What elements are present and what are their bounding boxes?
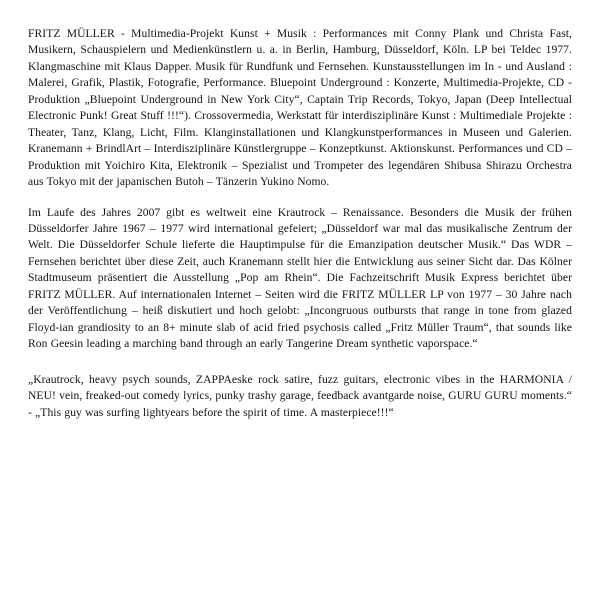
paragraph-biography: FRITZ MÜLLER - Multimedia-Projekt Kunst + Musik : Performances mit Conny Plank und Christa Fast, Musikern, Schauspielern und Medienkünstlern u. a. in Berlin, Hamburg, Düsseldorf, Köln. LP bei Teldec 1977. Klangmaschine mit Klaus Dapper. Musik für Rundfunk und Fernsehen. Kunstausstellungen im In - und Ausland : Malerei, Grafik, Plastik, Fotografie, Performance. Bluepoint Underground : Konzerte, Multimedia-Projekte, CD - Produktion „Bluepoint Underground in New York City“, Captain Trip Records, Tokyo, Japan (Deep Intellectual Electronic Punk! Great Stuff !!!“). Crossovermedia, Werkstatt für interdisziplinäre Kunst : Multimediale Projekte : Theater, Tanz, Klang, Licht, Film. Klanginstallationen und Klangkunstperformances in Museen und Galerien. Kranemann + BrindlArt – Interdisziplinäre Künstlergruppe – Konzeptkunst. Aktionskunst. Performances und CD – Produktion mit Yoichiro Kita, Elektronik – Spezialist und Trompeter des legendären Shibusa Shirazu Orchestra aus Tokyo mit der japanischen Butoh – Tänzerin Yukino Nomo. bbox=[28, 27, 572, 189]
paragraph-krautrock-renaissance: Im Laufe des Jahres 2007 gibt es weltweit eine Krautrock – Renaissance. Besonders die Musik der frühen Düsseldorfer Jahre 1967 – 1977 wird international gefeiert; „Düsseldorf war mal das musikalische Zentrum der Welt. Die Düsseldorfer Schule lieferte die Hauptimpulse für die Emanzipation deutscher Musik.“ Das WDR – Fernsehen berichtet über diese Zeit, auch Kranemann stellt hier die Entwicklung aus seiner Sicht dar. Das Kölner Stadtmuseum präsentiert die Ausstellung „Pop am Rhein“. Die Fachzeitschrift Musik Express berichtet über FRITZ MÜLLER. Auf internationalen Internet – Seiten wird die FRITZ MÜLLER LP von 1977 – 30 Jahre nach der Veröffentlichung – heiß diskutiert und hoch gelobt: „Incongruous outbursts that range in tone from glazed Floyd-ian grandiosity to an 8+ minute slab of acid fried psychosis called „Fritz Müller Traum“, that sounds like Ron Geesin leading a marching band through an early Tangerine Dream synthetic vaporspace.“ bbox=[28, 205, 572, 351]
paragraph-quote-reviews: „Krautrock, heavy psych sounds, ZAPPAeske rock satire, fuzz guitars, electronic vibes in the HARMONIA / NEU! vein, freaked-out comedy lyrics, punky trashy garage, feedback avantgarde noise, GURU GURU moments.“ - „This guy was surfing lightyears before the spirit of time. A masterpiece!!!“ bbox=[28, 372, 572, 419]
